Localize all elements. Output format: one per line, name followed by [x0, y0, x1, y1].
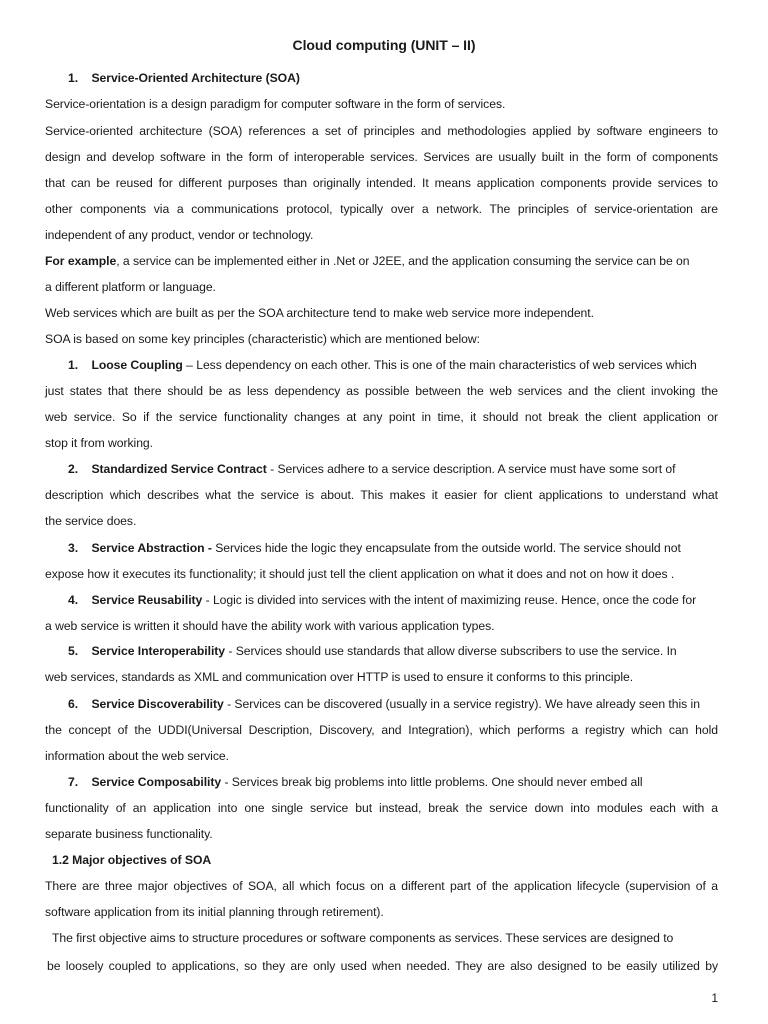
page-title: Cloud computing (UNIT – II) [292, 37, 476, 53]
paragraph-line: expose how it executes its functionality; it should just tell the client application on what it does and not on how it does . [45, 567, 675, 581]
example-line: For example, a service can be implemented either in .Net or J2EE, and the application consuming the service can be on [45, 254, 690, 268]
subsection-heading: 1.2 Major objectives of SOA [52, 853, 212, 867]
paragraph-line: be loosely coupled to applications, so they are only used when needed. They are also designed to be easily utilized by [47, 959, 718, 973]
paragraph-line: a web service is written it should have the ability work with various application types. [45, 619, 495, 633]
paragraph-line: the concept of the UDDI(Universal Description, Discovery, and Integration), which performs a registry which can hold [45, 723, 718, 737]
paragraph-line: software application from its initial planning through retirement). [45, 905, 384, 919]
paragraph-line: There are three major objectives of SOA, all which focus on a different part of the application lifecycle (supervision of a [45, 879, 718, 893]
paragraph-line: information about the web service. [45, 749, 229, 763]
paragraph-line: a different platform or language. [45, 280, 216, 294]
paragraph-line: independent of any product, vendor or technology. [45, 228, 314, 242]
paragraph-line: Service-oriented architecture (SOA) references a set of principles and methodologies applied by software engineers to [45, 124, 718, 138]
paragraph-line: separate business functionality. [45, 827, 213, 841]
paragraph-line: description which describes what the service is about. This makes it easier for client applications to understand what [45, 488, 718, 502]
paragraph-line: Web services which are built as per the SOA architecture tend to make web service more independent. [45, 306, 594, 320]
paragraph-line: design and develop software in the form of interoperable services. Services are usually built in the form of components [45, 150, 718, 164]
paragraph-line: The first objective aims to structure procedures or software components as services. These services are designed to [52, 931, 674, 945]
page-number: 1 [711, 991, 718, 1005]
section-heading: 1. Service-Oriented Architecture (SOA) [68, 71, 300, 85]
principle-item: 1. Loose Coupling – Less dependency on each other. This is one of the main characteristics of web services which [68, 358, 697, 372]
principle-item: 4. Service Reusability - Logic is divided into services with the intent of maximizing reuse. Hence, once the code for [68, 593, 697, 607]
principle-item: 6. Service Discoverability - Services can be discovered (usually in a service registry). We have already seen this in [68, 697, 700, 711]
principle-item: 3. Service Abstraction - Services hide the logic they encapsulate from the outside world. The service should not [68, 541, 681, 555]
paragraph-line: that can be reused for different purposes than originally intended. It means application components provide services to [45, 176, 718, 190]
paragraph-line: other components via a communications protocol, typically over a network. The principles of service-orientation are [45, 202, 718, 216]
paragraph-line: Service-orientation is a design paradigm for computer software in the form of services. [45, 97, 506, 111]
principle-item: 5. Service Interoperability - Services should use standards that allow diverse subscribers to use the service. In [68, 644, 677, 658]
paragraph-line: the service does. [45, 514, 137, 528]
paragraph-line: functionality of an application into one single service but instead, break the service down into modules each with a [45, 801, 718, 815]
principle-item: 7. Service Composability - Services break big problems into little problems. One should never embed all [68, 775, 643, 789]
paragraph-line: web services, standards as XML and communication over HTTP is used to ensure it conforms to this principle. [45, 670, 634, 684]
paragraph-line: SOA is based on some key principles (characteristic) which are mentioned below: [45, 332, 481, 346]
paragraph-line: just states that there should be as less dependency as possible between the web services and the client invoking the [45, 384, 718, 398]
principle-item: 2. Standardized Service Contract - Services adhere to a service description. A service must have some sort of [68, 462, 676, 476]
paragraph-line: web service. So if the service functionality changes at any point in time, it should not break the client application or [45, 410, 718, 424]
paragraph-line: stop it from working. [45, 436, 153, 450]
